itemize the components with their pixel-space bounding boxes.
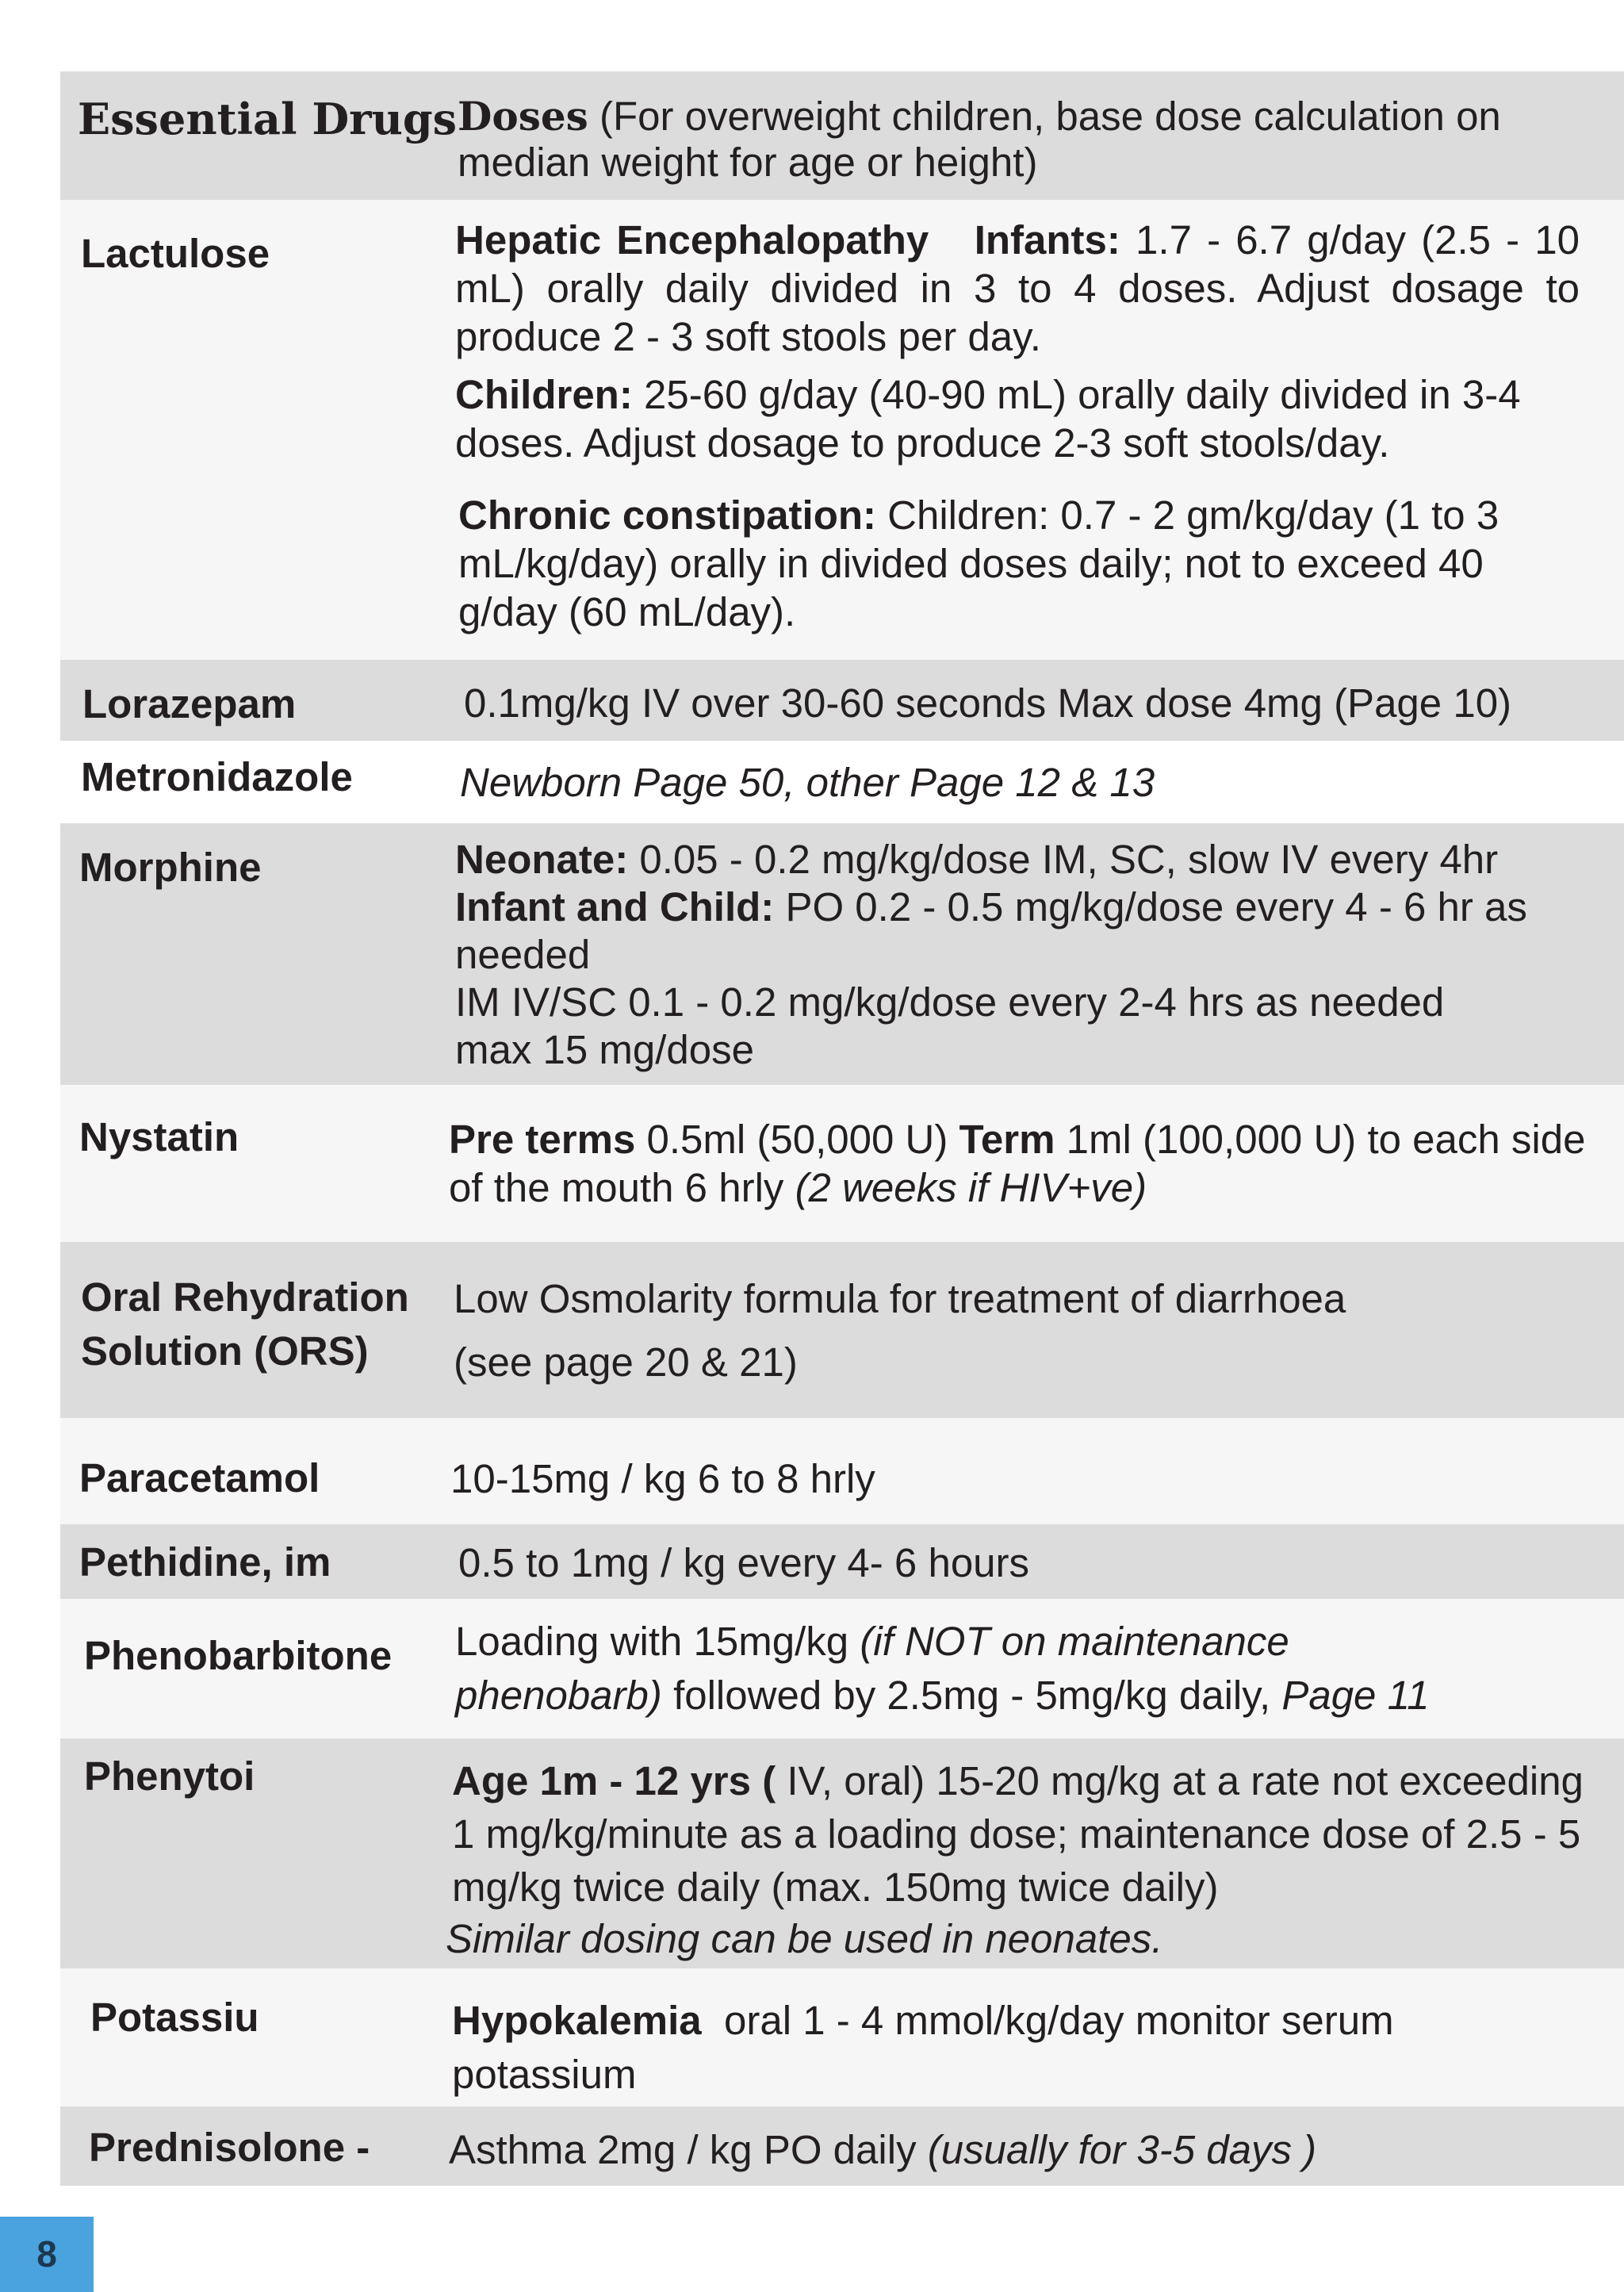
- potassium-dose: oral 1 - 4 mmol/kg/day monitor serum potassium: [452, 1998, 1394, 2097]
- hiv-note: (2 weeks if HIV+ve): [795, 1165, 1147, 1210]
- doses-title: Doses: [458, 93, 588, 140]
- table-header: [60, 71, 1624, 200]
- table-row-nystatin: [60, 1085, 1624, 1242]
- drug-dose: [454, 1267, 1619, 1394]
- drug-name: Metronidazole: [81, 754, 353, 799]
- hepatic-encephalopathy-label: Hepatic Encephalopathy: [455, 217, 929, 263]
- drug-dose: Newborn Page 50, other Page 12 & 13: [460, 760, 1155, 805]
- infant-child-dose: PO 0.2 - 0.5 mg/kg/dose every 4 - 6 hr as needed: [455, 884, 1527, 977]
- preterm-dose: 0.5ml (50,000 U): [646, 1117, 948, 1162]
- drug-name: [81, 1271, 477, 1378]
- drug-name: Pethidine, im: [79, 1539, 331, 1585]
- ors-dose-line-2: (see page 20 & 21): [454, 1340, 798, 1385]
- prednisolone-duration-note: (usually for 3-5 days ): [927, 2127, 1317, 2172]
- ors-name-line-2: Solution (ORS): [81, 1328, 369, 1374]
- hypokalemia-label: Hypokalemia: [452, 1998, 702, 2043]
- page-number: 8: [0, 2217, 94, 2292]
- drug-name: Nystatin: [79, 1114, 239, 1159]
- table-row-potassium: [60, 1968, 1624, 2106]
- drug-name: Lactulose: [81, 231, 270, 276]
- phenobarbitone-maintenance-note: (if NOT on maintenance phenobarb): [455, 1619, 1289, 1718]
- neonate-dose: 0.05 - 0.2 mg/kg/dose IM, SC, slow IV every 4hr: [639, 837, 1499, 882]
- neonate-label: Neonate:: [455, 837, 629, 882]
- drug-name: Lorazepam: [82, 681, 297, 726]
- drug-name: Paracetamol: [79, 1455, 320, 1501]
- term-label: Term: [959, 1117, 1055, 1162]
- drug-dose: [446, 1754, 1610, 1964]
- column-header-doses: [458, 94, 1599, 186]
- drug-dose: 0.5 to 1mg / kg every 4- 6 hours: [458, 1540, 1030, 1585]
- chronic-constipation-dose: Children: 0.7 - 2 gm/kg/day (1 to 3 mL/kg/day) orally in divided doses daily; not to exceed 40 g/day (60 mL/day).: [458, 493, 1500, 634]
- table-row-phenobarbitone: [60, 1599, 1624, 1738]
- drug-dose: [455, 1615, 1486, 1723]
- ors-name-line-1: Oral Rehydration: [81, 1274, 409, 1320]
- preterm-label: Pre terms: [449, 1117, 636, 1162]
- prednisolone-dose: Asthma 2mg / kg PO daily: [449, 2127, 917, 2172]
- ors-dose-line-1: Low Osmolarity formula for treatment of diarrhoea: [454, 1276, 1346, 1321]
- children-label: Children:: [455, 372, 633, 417]
- drug-name: Morphine: [79, 845, 262, 890]
- table-row-lorazepam: [60, 660, 1624, 741]
- drug-dose: 10-15mg / kg 6 to 8 hrly: [450, 1456, 875, 1501]
- infants-dose: 1.7 - 6.7 g/day (2.5 - 10 mL) orally daily divided in 3 to 4 doses. Adjust dosage to produce 2 - 3 soft stools per day.: [455, 217, 1580, 359]
- drug-dose: [449, 1115, 1614, 1212]
- drug-dose: [449, 2125, 1614, 2174]
- drug-name: Potassiu: [90, 1995, 259, 2040]
- table-row-metronidazole: [60, 741, 1624, 823]
- lactulose-hepatic-dose: [455, 216, 1580, 361]
- morphine-neonate-dose: [455, 836, 1597, 883]
- table-row-phenytoin: [60, 1738, 1624, 1968]
- lactulose-children-dose: [455, 370, 1580, 467]
- infants-label: Infants:: [974, 217, 1120, 263]
- infant-child-label: Infant and Child:: [455, 884, 775, 929]
- nystatin-dose: [449, 1115, 1614, 1212]
- lactulose-constipation-dose: [455, 491, 1505, 636]
- drug-name: Prednisolone -: [89, 2125, 370, 2170]
- phenobarbitone-page-ref: Page 11: [1281, 1673, 1430, 1718]
- table-row-pethidine: [60, 1524, 1624, 1599]
- phenobarbitone-loading: Loading with 15mg/kg: [455, 1619, 849, 1664]
- age-label: Age 1m - 12 yrs (: [452, 1758, 776, 1803]
- phenobarbitone-followup: followed by 2.5mg - 5mg/kg daily,: [673, 1673, 1271, 1718]
- phenytoin-neonate-note: Similar dosing can be used in neonates.: [446, 1916, 1163, 1961]
- morphine-child-dose: [455, 883, 1597, 979]
- morphine-im-dose: IM IV/SC 0.1 - 0.2 mg/kg/dose every 2-4 hrs as needed: [455, 979, 1445, 1025]
- table-row-morphine: [60, 823, 1624, 1085]
- drug-dose: [455, 216, 1580, 636]
- column-header-essential-drugs: Essential Drugs: [78, 94, 458, 144]
- drug-dose: 0.1mg/kg IV over 30-60 seconds Max dose 4mg (Page 10): [464, 680, 1512, 726]
- phenytoin-dose: [452, 1754, 1610, 1914]
- term-dose: 1ml (100,000 U) to each side of the mouth 6 hrly: [449, 1117, 1586, 1210]
- table-row-paracetamol: [60, 1418, 1624, 1524]
- drug-dose: [452, 1994, 1483, 2102]
- phenytoin-dose-text: IV, oral) 15-20 mg/kg at a rate not exceeding 1 mg/kg/minute as a loading dose; maintenance dose of 2.5 - 5 mg/kg twice daily (max. 150mg twice daily): [452, 1758, 1584, 1910]
- morphine-max-dose: max 15 mg/dose: [455, 1027, 755, 1072]
- chronic-constipation-label: Chronic constipation:: [458, 493, 876, 538]
- table-row-lactulose: [60, 200, 1624, 660]
- doses-note: (For overweight children, base dose calculation on median weight for age or height): [458, 94, 1501, 185]
- drug-dose: [455, 836, 1597, 1074]
- drug-name: Phenobarbitone: [84, 1633, 393, 1678]
- children-dose: 25-60 g/day (40-90 mL) orally daily divided in 3-4 doses. Adjust dosage to produce 2-3 soft stools/day.: [455, 372, 1521, 466]
- drug-name: Phenytoi: [84, 1753, 255, 1799]
- table-row-ors: [60, 1242, 1624, 1418]
- table-row-prednisolone: [60, 2106, 1624, 2186]
